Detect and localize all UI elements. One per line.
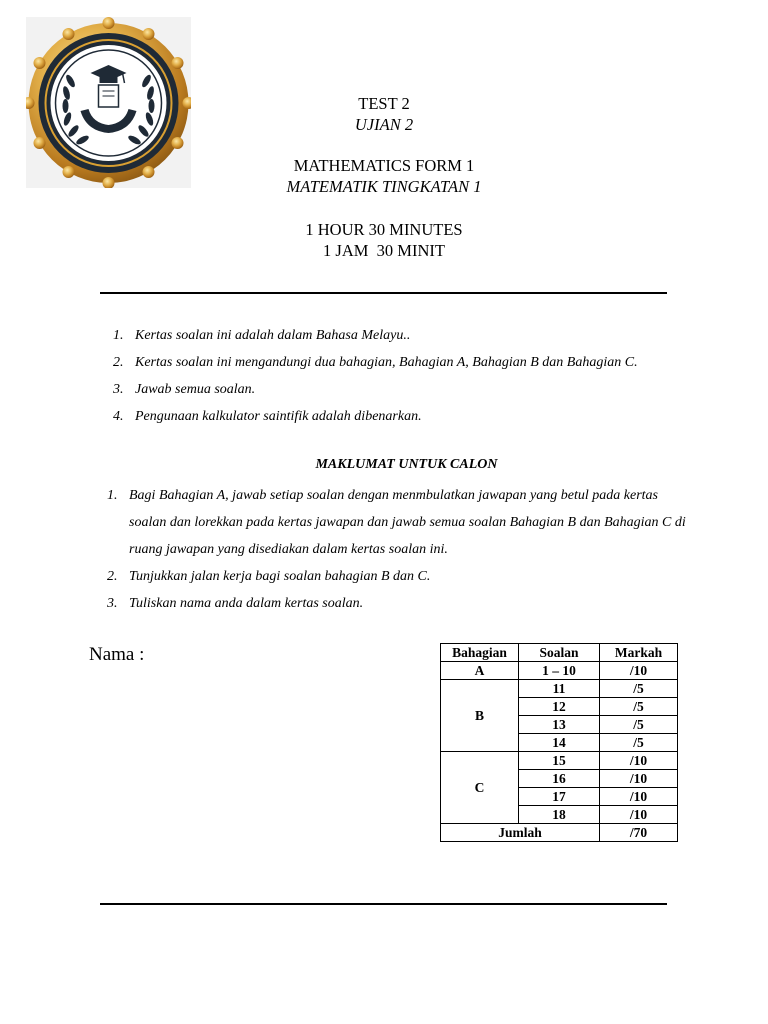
table-header-row [441,644,678,662]
duration: 1 HOUR 30 MINUTES [305,220,463,239]
table-row [441,662,678,680]
divider-top [100,292,667,294]
total-label: Jumlah [441,824,600,842]
question-cell: 17 [519,788,600,806]
instructions-list [113,322,713,430]
header-soalan: Soalan [519,644,600,662]
list-item: 3. Jawab semua soalan. [113,382,256,397]
question-cell: 16 [519,770,600,788]
mark-cell: /10 [600,788,678,806]
question-cell: 13 [519,716,600,734]
mark-cell: /5 [600,734,678,752]
candidate-info-heading: MAKLUMAT UNTUK CALON [315,457,498,472]
marks-table [440,643,678,842]
list-item: 1. Bagi Bahagian A, jawab setiap soalan dengan menmbulatkan jawapan yang betul pada kertas soalan dan lorekkan pada kertas jawapan dan jawab semua soalan Bahagian B dan Bahagian C di ruang jawapan yang disediakan dalam kertas soalan ini. [107,488,686,557]
subject-title: MATHEMATICS FORM 1 [293,156,475,175]
subject-title-malay: MATEMATIK TINGKATAN 1 [286,177,482,196]
test-title-malay: UJIAN 2 [354,115,414,134]
header-markah: Markah [600,644,678,662]
question-cell: 12 [519,698,600,716]
duration-malay: 1 JAM 30 MINIT [323,241,445,260]
mark-cell: /10 [600,770,678,788]
table-row [441,680,678,698]
section-label: C [441,752,519,824]
question-cell: 18 [519,806,600,824]
question-cell: 14 [519,734,600,752]
table-row [441,752,678,770]
question-cell: 11 [519,680,600,698]
school-logo [26,17,191,188]
list-item: 4. Pengunaan kalkulator saintifik adalah dibenarkan. [113,409,422,424]
list-item: 1. Kertas soalan ini adalah dalam Bahasa Melayu.. [113,328,411,343]
exam-title-block [234,93,534,261]
mark-cell: /5 [600,698,678,716]
section-label: A [441,662,519,680]
section-label: B [441,680,519,752]
name-label: Nama : [89,644,145,665]
mark-cell: /5 [600,716,678,734]
test-title: TEST 2 [358,94,410,113]
list-item: 2. Kertas soalan ini mengandungi dua bahagian, Bahagian A, Bahagian B dan Bahagian C. [113,355,638,370]
question-cell: 15 [519,752,600,770]
list-item: 2. Tunjukkan jalan kerja bagi soalan bahagian B dan C. [107,569,431,584]
mark-cell: /10 [600,752,678,770]
table-total-row [441,824,678,842]
question-cell: 1 – 10 [519,662,600,680]
list-item: 3. Tuliskan nama anda dalam kertas soalan. [107,596,364,611]
crest-icon [26,17,191,188]
total-mark: /70 [600,824,678,842]
divider-bottom [100,903,667,905]
mark-cell: /5 [600,680,678,698]
mark-cell: /10 [600,806,678,824]
header-bahagian: Bahagian [441,644,519,662]
candidate-info-list [107,482,687,617]
mark-cell: /10 [600,662,678,680]
